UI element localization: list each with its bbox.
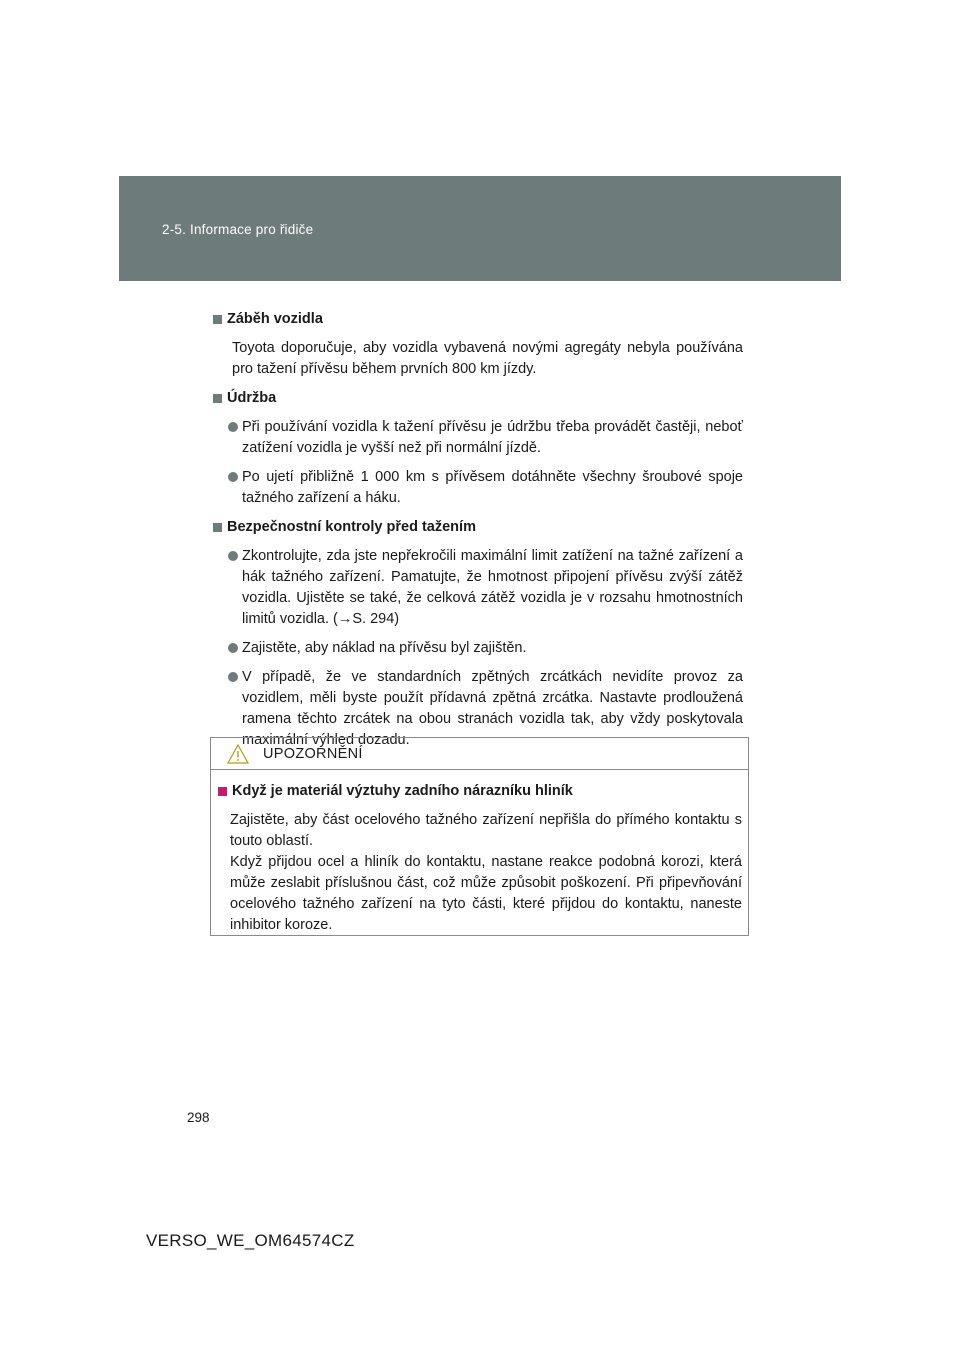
square-bullet-icon bbox=[213, 315, 222, 324]
page-reference-link[interactable]: →S. 294) bbox=[337, 611, 400, 627]
section-heading: Údržba bbox=[227, 390, 277, 406]
warning-header bbox=[211, 738, 748, 770]
paragraph: Toyota doporučuje, aby vozidla vybavená novými agregáty nebyla používána pro tažení přívěsu během prvních 800 km jízdy. bbox=[232, 340, 743, 377]
circle-bullet-icon bbox=[228, 551, 238, 561]
section-heading: Záběh vozidla bbox=[227, 311, 323, 327]
list-item: V případě, že ve standardních zpětných zrcátkách nevidíte provoz za vozidlem, měli byste použít přídavná zpětná zrcátka. Nastavte prodloužená ramena těchto zrcátek na obou stranách vozidla tak, aby vždy poskytovala maximální výhled dozadu. bbox=[228, 667, 743, 751]
warning-box bbox=[210, 737, 749, 936]
warning-title: UPOZORNĚNÍ bbox=[263, 745, 363, 762]
page-number: 298 bbox=[187, 1110, 210, 1125]
section-heading: Bezpečnostní kontroly před tažením bbox=[227, 519, 476, 535]
arrow-right-icon: → bbox=[337, 611, 353, 627]
list-item: Zkontrolujte, zda jste nepřekročili maximální limit zatížení na tažné zařízení a hák tažného zařízení. Pamatujte, že hmotnost připojení přívěsu zvýší zátěž vozidla. Ujistěte se také, že celková zátěž vozidla je v rozsahu hmotnostních limitů vozidla. (→S. 294) bbox=[228, 546, 743, 630]
section-title: 2-5. Informace pro řidiče bbox=[162, 222, 314, 237]
list-item: Po ujetí přibližně 1 000 km s přívěsem dotáhněte všechny šroubové spoje tažného zařízení a háku. bbox=[228, 467, 743, 509]
list-item: Zajistěte, aby náklad na přívěsu byl zajištěn. bbox=[228, 638, 743, 659]
main-content bbox=[213, 309, 743, 759]
circle-bullet-icon bbox=[228, 422, 238, 432]
section-safety-checks bbox=[213, 517, 743, 751]
circle-bullet-icon bbox=[228, 472, 238, 482]
square-bullet-icon bbox=[218, 787, 227, 796]
square-bullet-icon bbox=[213, 394, 222, 403]
section-maintenance bbox=[213, 388, 743, 509]
warning-subheading: Když je materiál výztuhy zadního nárazníku hliník bbox=[232, 783, 573, 799]
document-code: VERSO_WE_OM64574CZ bbox=[146, 1231, 355, 1250]
square-bullet-icon bbox=[213, 523, 222, 532]
warning-triangle-icon bbox=[227, 744, 249, 764]
warning-text: Zajistěte, aby část ocelového tažného zařízení nepřišla do přímého kontaktu s touto oblastí. bbox=[230, 812, 742, 849]
circle-bullet-icon bbox=[228, 643, 238, 653]
warning-text: Když přijdou ocel a hliník do kontaktu, nastane reakce podobná korozi, která může zeslabit příslušnou část, což může způsobit poškození. Při připevňování ocelového tažného zařízení na tyto části, které přijdou do kontaktu, naneste inhibitor koroze. bbox=[230, 854, 742, 933]
header-band bbox=[119, 176, 841, 281]
circle-bullet-icon bbox=[228, 672, 238, 682]
list-item: Při používání vozidla k tažení přívěsu je údržbu třeba provádět častěji, neboť zatížení vozidla je vyšší než při normální jízdě. bbox=[228, 417, 743, 459]
section-break-in bbox=[213, 309, 743, 380]
